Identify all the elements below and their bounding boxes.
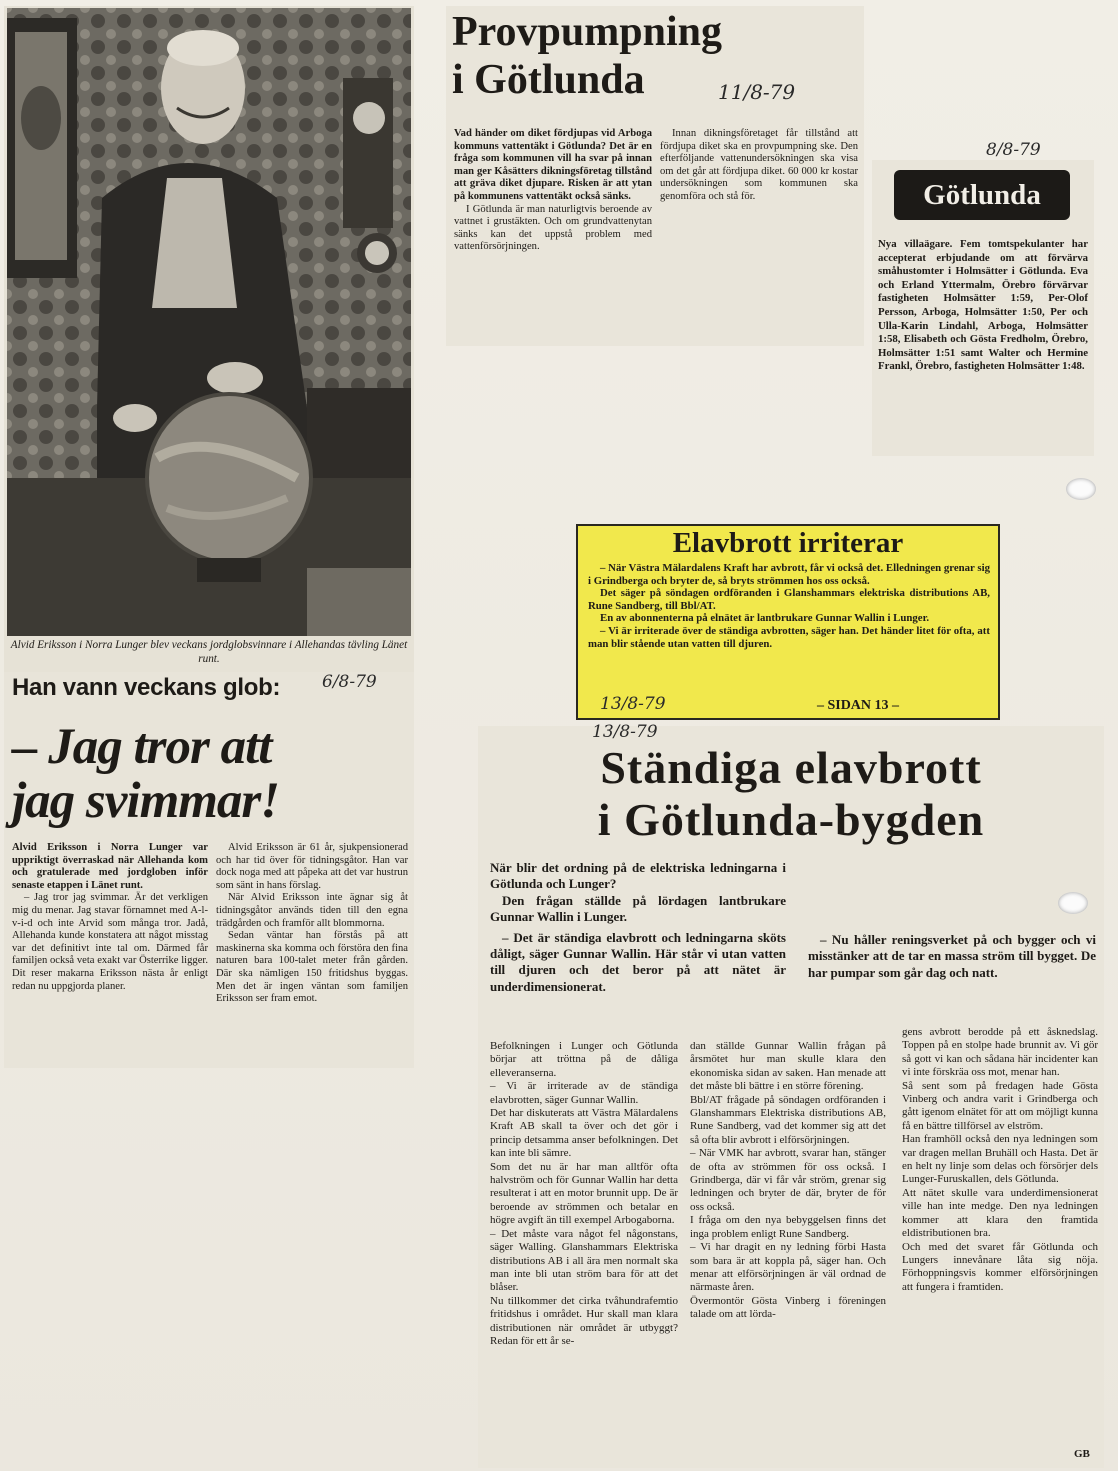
headline-line-2: i Götlunda-bygden	[597, 794, 985, 845]
notice-title-box	[894, 170, 1070, 220]
standiga-article-clipping	[478, 726, 1104, 1468]
handwritten-date: 13/8-79	[600, 694, 666, 714]
handwritten-date: 11/8-79	[718, 80, 796, 104]
article-column-1: Befolkningen i Lunger och Götlunda börjar att tröttna på de dåliga elleveranserna. – Vi är irriterade av de ständiga elavbrotten, säger Gunnar Wallin. Det har diskuterats att Västra Mälardalens Kraft AB skall ta över och det gör i princip detsamma anser befolkningen. Det kan inte bli sämre. Som det nu är har man alltför ofta halvström och för Gunnar Wallin har detta resulterat i att en motor brunnit upp. De är beroende av strömmen och betalar en högre avgift än till exempel Arbogaborna. – Det måste vara något fel någonstans, säger Walling. Glanshammars Elektriska distributions AB i all ära men normalt ska man inte bli utan ström bara för att det blåser. Nu tillkommer det cirka tvåhundrafemtio fritidshus i området. Hur skall man klara distributionen när området är utbyggt? Redan för ett år se-	[490, 1040, 678, 1347]
box-paragraph: – När Västra Mälardalens Kraft har avbrott, får vi också det. Elledningen grenar sig i Grindberga och bryter de, så bryts strömmen hos oss också.	[588, 562, 990, 587]
notice-body: Nya villaägare. Fem tomtspekulanter har accepterat erbjudande om att förvärva småhustomter i Holmsätter i Götlunda. Eva och Erland Yttermalm, Örebro förvärvar fastigheten Holmsätter 1:59, Per-Olof Persson, Arboga, Holmsätter 1:50, Per och Ulla-Karin Lindahl, Arboga, Holmsätter 1:58, Elisabeth och Gösta Fredholm, Örebro, Holmsätter 1:51 samt Walter och Hermine Frankl, Örebro, fastigheten Holmsätter 1:48.	[878, 238, 1088, 373]
article-lead: Vad händer om diket fördjupas vid Arboga kommuns vattentäkt i Götlunda? Det är en fråga som kommunen vill ha svar på innan man ger Kåsätters dikningsföretag tillstånd att gräva diket djupare. Risken är att ytan på kommunens vattentäkt också sänks.	[454, 128, 652, 202]
handwritten-date: 13/8-79	[592, 722, 658, 742]
article-column-left	[12, 842, 208, 993]
article-lead-left	[490, 860, 786, 995]
article-column-left	[454, 128, 652, 254]
article-paragraph: Sedan väntar han förstås på att maskinerna ska komma och förstöra den fina naturen bara 100-talet meter från gården. Där ska nämligen 150 fritidshus byggas. Men det är ingen väntan som familjen Eriksson ser fram emot.	[216, 930, 408, 1005]
photo-alvid-eriksson-with-globe	[7, 8, 411, 636]
elavbrott-box	[576, 524, 1000, 720]
article-lead: Den frågan ställde på lördagen lantbrukare Gunnar Wallin i Lunger.	[490, 892, 786, 925]
provpumpning-clipping	[446, 6, 864, 346]
article-paragraph: Alvid Eriksson är 61 år, sjukpensionerad och har tid över för tidningsgåtor. Han var dock noga med att påpeka att det var hustrun som sänt in hans förslag.	[216, 842, 408, 891]
box-body	[588, 562, 990, 650]
box-page-reference: – SIDAN 13 –	[816, 698, 900, 713]
article-paragraph: I Götlunda är man naturligtvis beroende av vattnet i grustäkten. Och om grundvattenytan sänks kan det uppstå problem med vattenförsörjningen.	[454, 203, 652, 253]
notice-title: Götlunda	[923, 178, 1041, 211]
article-headline	[478, 742, 1104, 846]
box-title: Elavbrott irriterar	[672, 527, 904, 559]
article-kicker: Han vann veckans glob:	[12, 674, 281, 701]
article-headline	[452, 8, 722, 104]
box-paragraph: En av abonnenterna på elnätet är lantbrukare Gunnar Wallin i Lunger.	[600, 612, 930, 625]
box-paragraph: – Vi är irriterade över de ständiga avbrotten, säger han. Det händer litet för ofta, att man blir stående utan vatten till djuren.	[588, 624, 990, 650]
punch-hole	[1058, 892, 1088, 914]
article-column-right	[216, 842, 408, 1006]
gotlunda-notice-clipping	[872, 160, 1094, 456]
photo-caption: Alvid Eriksson i Norra Lunger blev veckans jordglobsvinnare i Allehandas tävling Länet runt.	[10, 639, 408, 665]
article-column-right	[660, 128, 858, 204]
handwritten-date: 8/8-79	[986, 140, 1041, 160]
article-column-2: dan ställde Gunnar Wallin frågan på årsmötet hur man skulle klara den ekonomiska sidan av saken. Han menade att det måste bli bättre i en större förening. Bbl/AT frågade på söndagen ordföranden i Glanshammars Elektriska distributions AB, Rune Sandberg, vad det kommer sig att det så ofta blir avbrott i elförsörjningen. – När VMK har avbrott, svarar han, stänger de ofta av strömmen för oss också. I Grindberga, där vi får vår ström, grenar sig ledningen och bryter de där, bryter de för oss också. I fråga om den nya bebyggelsen finns det inga problem enligt Rune Sandberg. – Vi har dragit en ny ledning förbi Hasta som bara är att koppla på, säger han. Och menar att elförsörjningen är väl ordnad de närmaste åren. Övermontör Gösta Vinberg i föreningen talade om att lörda-	[690, 1040, 886, 1321]
headline-line-1: Ständiga elavbrott	[600, 742, 982, 793]
headline-line-2: i Götlunda	[452, 57, 645, 103]
headline-line-1: Provpumpning	[452, 9, 722, 55]
punch-hole	[1066, 478, 1096, 500]
article-lead: När blir det ordning på de elektriska ledningarna i Götlunda och Lunger?	[490, 860, 786, 892]
article-paragraph: När Alvid Eriksson inte ägnar sig åt tidningsgåtor används tiden till den egna trädgården och framför allt blommorna.	[216, 892, 408, 929]
headline-line-1: – Jag tror att	[12, 719, 272, 775]
article-column-3: gens avbrott berodde på ett åsknedslag. Toppen på en stolpe hade brunnit av. Vi gör så gott vi kan och sådana här incidenter kan vi inte förskräa oss mot, menar han. Så sent som på fredagen hade Gösta Vinberg och andra varit i Grindberga och gått igenom elnätet för att om möjligt kunna få en bättre tillförsel av elström. Han framhöll också den nya ledningen som var dragen mellan Bruhäll och Hasta. Det är en helt ny linje som delas och försörjer dels Lunger-Furuskallen, dels Götlunda. Att nätet skulle vara underdimensionerat ville han inte medge. Den nya ledningen kommer att klara den framtida eldistributionen bra. Och med det svaret får Götlunda och Lungers innevånare låta sig nöja. Förhoppningsvis kommer elförsörjningen att fungera i framtiden.	[902, 1026, 1098, 1293]
article-paragraph: Innan dikningsföretaget får tillstånd att fördjupa diket ska en provpumpning ske. Den efterföljande vattenundersökningen ska visa om det går att fördjupa diket. 60 000 kr kostar undersökningen som kommunen ska genomföra och stå för.	[660, 128, 858, 202]
article-lead-right	[808, 860, 1096, 981]
glob-article-clipping	[4, 672, 414, 1068]
article-lead: – Nu håller reningsverket på och bygger och vi misstänker att de tar en massa ström till bygget. De har pumpar som går dag och natt.	[808, 932, 1096, 980]
article-lead: Alvid Eriksson i Norra Lunger var uppriktigt överraskad när Allehanda kom och gratulerade med jordgloben inför senaste etappen i Länet runt.	[12, 842, 208, 891]
box-paragraph: Det säger på söndagen ordföranden i Glanshammars elektriska distributions AB, Rune Sandberg, till Bbl/AT.	[588, 587, 990, 612]
article-lead: – Det är ständiga elavbrott och ledningarna sköts dåligt, säger Gunnar Wallin. Här står vi utan vatten till djuren och det beror på att nätet är underdimensionerat.	[490, 929, 786, 994]
article-paragraph: – Jag tror jag svimmar. Är det verkligen mig du menar. Jag stavar förnamnet med A-l-v-i-d och inte Arvid som många tror. Jadå, Allehanda kunde konstatera att något misstag var det definitivt inte tal om. Därmed får familjen också veta exakt var Österrike ligger. Dit reser makarna Eriksson nästa år enligt redan nu uppgjorda planer.	[12, 892, 208, 992]
handwritten-date: 6/8-79	[322, 672, 377, 692]
headline-line-2: jag svimmar!	[12, 773, 280, 829]
article-signature: GB	[1074, 1448, 1090, 1460]
article-headline	[12, 720, 412, 828]
photo-clipping	[4, 6, 414, 672]
